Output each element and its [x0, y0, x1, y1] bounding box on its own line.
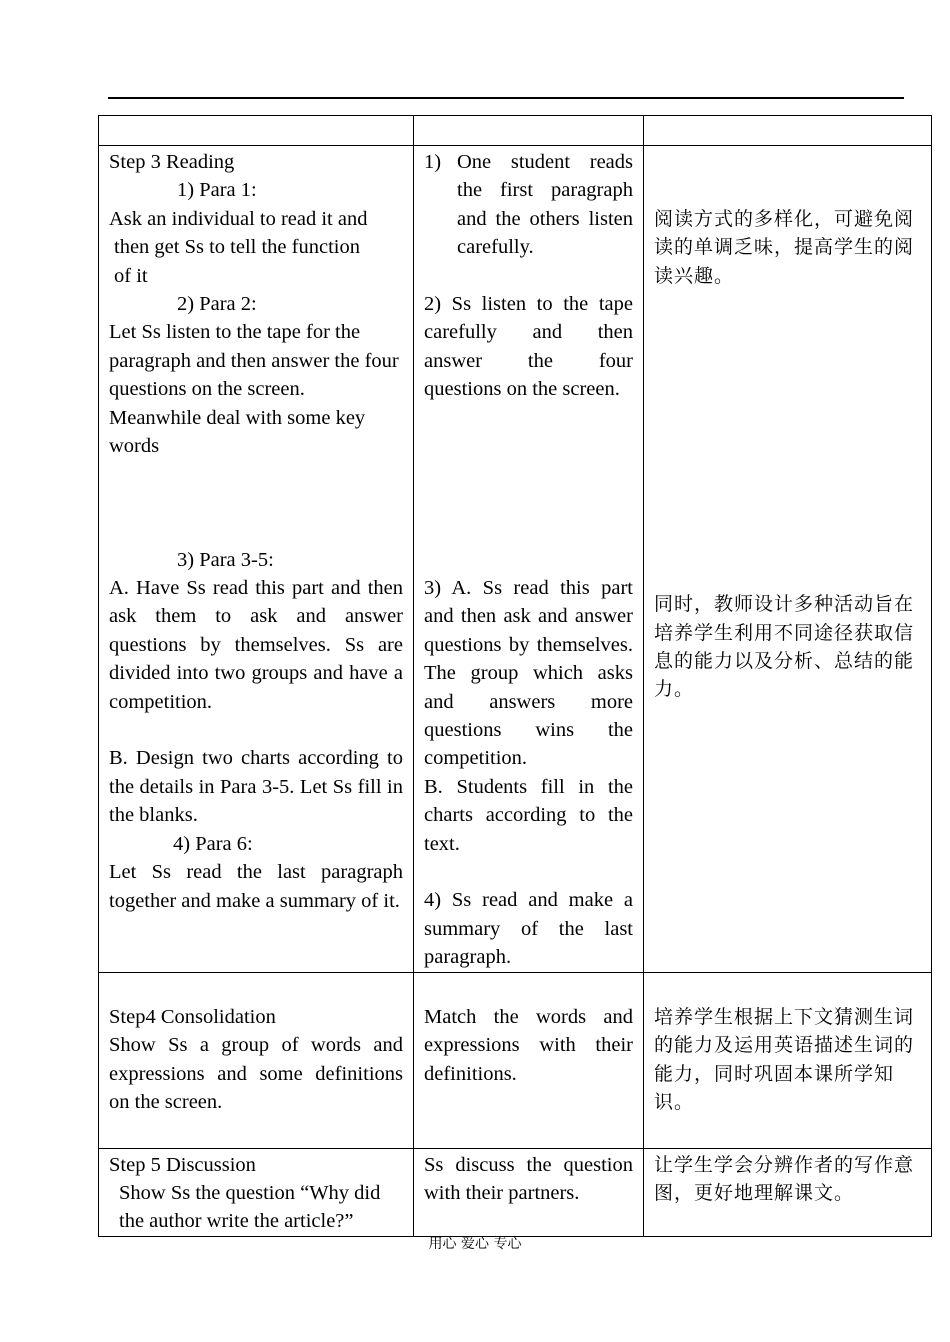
- item-number: 1): [424, 151, 442, 173]
- para-text: 2) Ss listen to the tape carefully and then answer the four questions on the screen.: [424, 293, 633, 401]
- para-text: 3) A. Ss read this part and then ask and answer questions by themselves. The group which asks and answers more questions wins the competition.: [424, 576, 633, 770]
- header-rule: [108, 97, 904, 99]
- purpose-cell: [644, 972, 932, 1148]
- student-activity-cell: [414, 972, 644, 1148]
- teacher-activity-cell: [99, 146, 414, 973]
- para-text: Let Ss listen to the tape for the paragraph and then answer the four questions on the screen.: [109, 321, 399, 401]
- lesson-plan-table: [98, 115, 932, 1237]
- step-title: Step 3 Reading: [109, 151, 235, 173]
- para-text: Match the words and expressions with their definitions.: [424, 1006, 633, 1085]
- para-text: then get Ss to tell the function: [114, 236, 360, 259]
- para-label: 1) Para 1:: [177, 179, 257, 202]
- para-text: Meanwhile deal with some key words: [109, 406, 366, 458]
- para-text: Ask an individual to read it and: [109, 207, 368, 230]
- step-title: Step4 Consolidation: [109, 1006, 276, 1029]
- purpose-note: 阅读方式的多样化，可避免阅读的单调乏味，提高学生的阅读兴趣。: [654, 208, 915, 287]
- empty-cell: [644, 116, 932, 146]
- empty-cell: [414, 116, 644, 146]
- purpose-cell: [644, 1148, 932, 1236]
- step-title: Step 5 Discussion: [109, 1153, 256, 1176]
- para-text: Show Ss the question “Why did the author write the article?”: [119, 1182, 381, 1233]
- item-text: One student reads the first paragraph and the others listen carefully.: [457, 151, 633, 259]
- para-text: B. Design two charts according to the details in Para 3-5. Let Ss fill in the blanks.: [109, 747, 403, 827]
- student-activity-cell: [414, 1148, 644, 1236]
- page-footer: 用心 爱心 专心: [428, 1236, 522, 1252]
- para-label: 2) Para 2:: [177, 293, 257, 316]
- purpose-note: 让学生学会分辨作者的写作意图，更好地理解课文。: [654, 1153, 915, 1205]
- para-text: 4) Ss read and make a summary of the last paragraph.: [424, 889, 633, 969]
- purpose-note: 培养学生根据上下文猜测生词的能力及运用英语描述生词的能力，同时巩固本课所学知识。: [654, 1006, 915, 1114]
- para-text: B. Students fill in the charts according to the text.: [424, 775, 633, 855]
- numbered-item: [424, 148, 633, 262]
- para-label: 3) Para 3-5:: [177, 548, 274, 571]
- teacher-activity-cell: [99, 972, 414, 1148]
- table-row-empty: [99, 116, 932, 146]
- table-row-step3: [99, 146, 932, 973]
- student-activity-cell: [414, 146, 644, 973]
- table-row-step5: [99, 1148, 932, 1236]
- teacher-activity-cell: [99, 1148, 414, 1236]
- para-text: Let Ss read the last paragraph together and make a summary of it.: [109, 861, 403, 912]
- empty-cell: [99, 116, 414, 146]
- table-row-step4: [99, 972, 932, 1148]
- para-text: Show Ss a group of words and expressions and some definitions on the screen.: [109, 1034, 403, 1114]
- para-label: 4) Para 6:: [173, 832, 253, 855]
- purpose-note: 同时，教师设计多种活动旨在培养学生利用不同途径获取信息的能力以及分析、总结的能力。: [654, 593, 915, 701]
- purpose-cell: [644, 146, 932, 973]
- para-text: A. Have Ss read this part and then ask them to ask and answer questions by themselves. Ss are divided into two groups and have a competition.: [109, 577, 403, 713]
- para-text: Ss discuss the question with their partners.: [424, 1153, 633, 1205]
- para-text: of it: [114, 264, 148, 287]
